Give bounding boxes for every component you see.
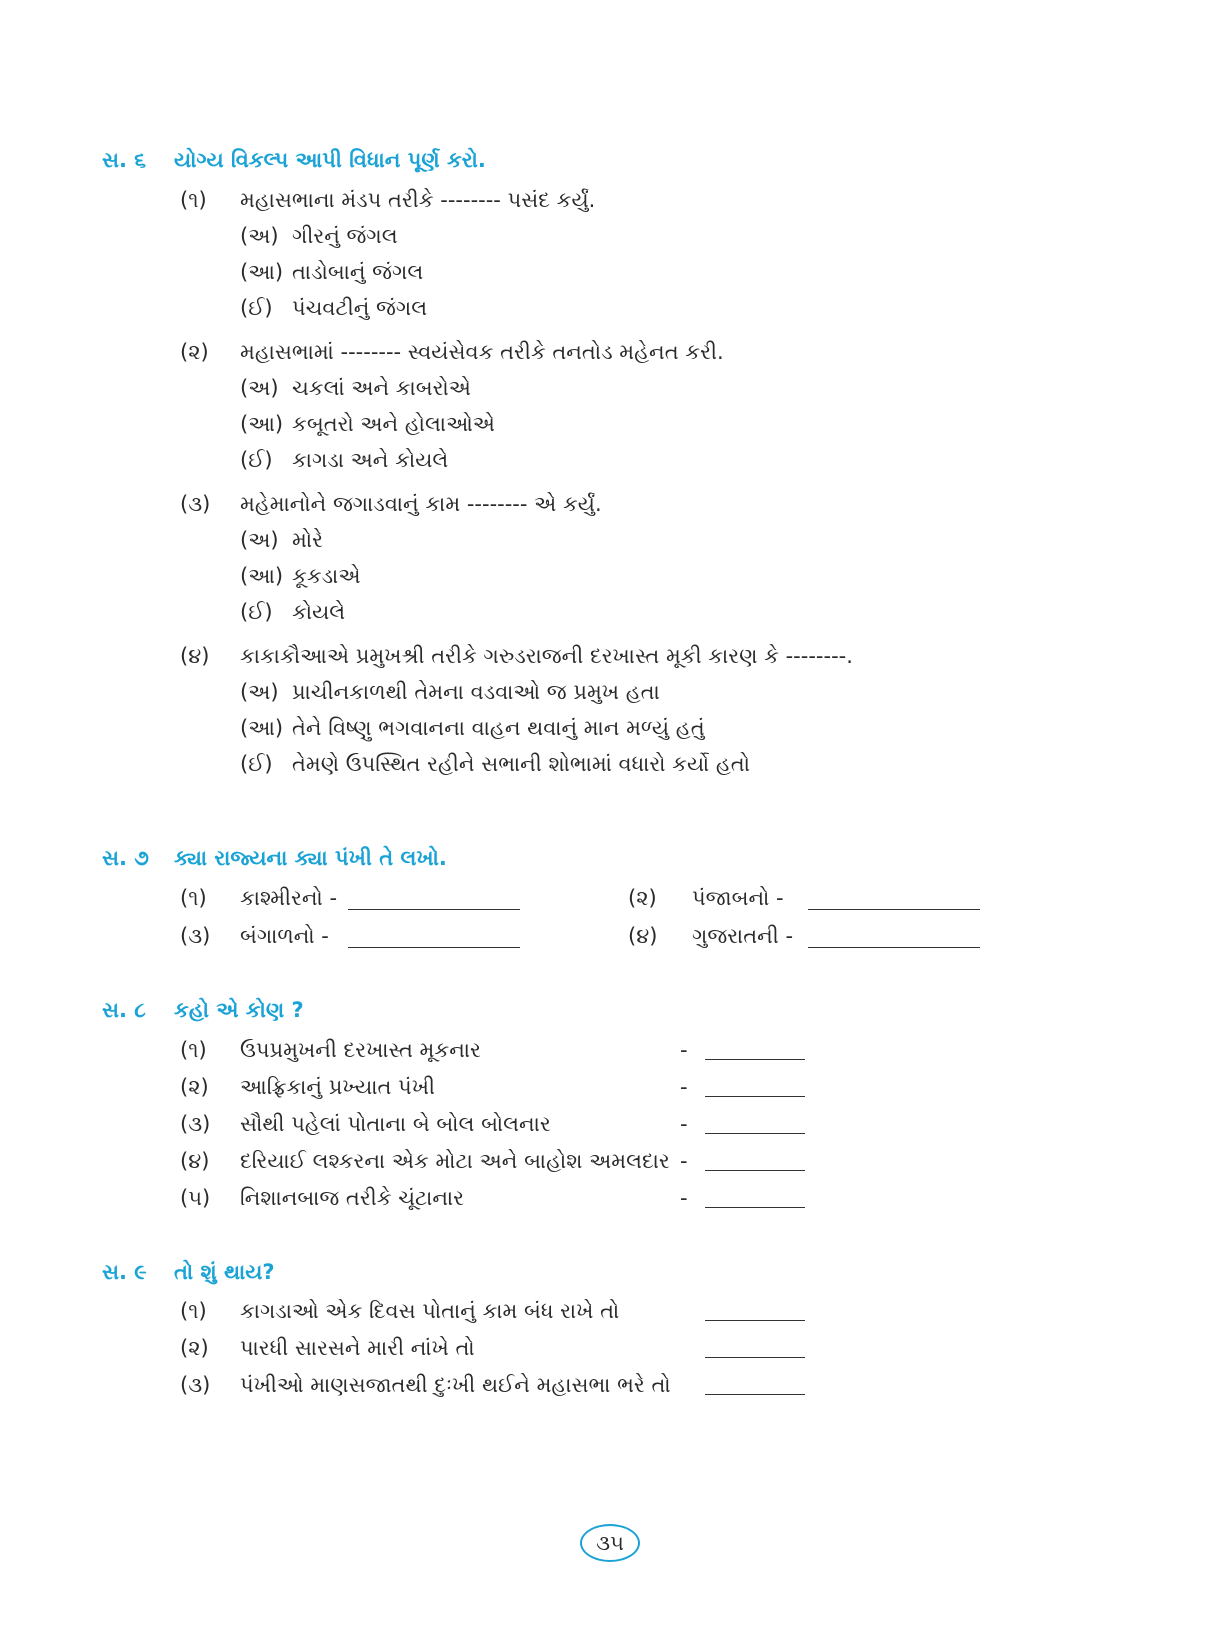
item-text: કાશ્મીરનો - xyxy=(240,886,338,910)
option[interactable] xyxy=(240,410,495,438)
option-text: કબૂતરો અને હોલાઓએ xyxy=(292,412,495,436)
option[interactable] xyxy=(240,562,360,590)
option-text: ગીરનું જંગલ xyxy=(292,224,398,248)
item-text: નિશાનબાજ તરીકે ચૂંટાનાર xyxy=(240,1186,465,1210)
option-text: કાગડા અને કોયલે xyxy=(292,448,449,472)
item-text: દરિયાઈ લશ્કરના એક મોટા અને બાહોશ અમલદાર xyxy=(240,1149,670,1173)
dash: - xyxy=(680,1149,688,1173)
question-item xyxy=(180,338,724,366)
answer-blank[interactable] xyxy=(705,1096,805,1097)
option-text: તાડોબાનું જંગલ xyxy=(292,260,424,284)
answer-blank[interactable] xyxy=(348,947,520,948)
option-label: (ઈ) xyxy=(240,600,273,624)
answer-blank[interactable] xyxy=(808,947,980,948)
item-number: (૪) xyxy=(180,1149,210,1173)
option[interactable] xyxy=(240,222,398,250)
question-title: કહો એ કોણ ? xyxy=(174,998,304,1022)
question-item xyxy=(180,922,329,950)
item-text: ગુજરાતની - xyxy=(692,924,794,948)
dash: - xyxy=(680,1075,688,1099)
option-text: કોયલે xyxy=(292,600,346,624)
question-item xyxy=(180,1147,670,1175)
question-item xyxy=(180,490,602,518)
question-item xyxy=(180,186,595,214)
item-text: બંગાળનો - xyxy=(240,924,329,948)
question-number: સ. ૭ xyxy=(102,846,149,870)
question-number: સ. ૮ xyxy=(102,998,146,1022)
page-number: ૩૫ xyxy=(580,1524,640,1562)
item-number: (૩) xyxy=(180,1112,211,1136)
option[interactable] xyxy=(240,526,323,554)
option[interactable] xyxy=(240,750,750,778)
item-text: પંજાબનો - xyxy=(692,886,784,910)
option-label: (ઈ) xyxy=(240,752,273,776)
dash: - xyxy=(680,1186,688,1210)
option-text: કૂકડાએ xyxy=(292,564,361,588)
item-text: કાગડાઓ એક દિવસ પોતાનું કામ બંધ રાખે તો xyxy=(240,1299,620,1323)
question-number: સ. ૯ xyxy=(102,1260,147,1284)
item-number: (૩) xyxy=(180,924,211,948)
question-number: સ. ૬ xyxy=(102,148,147,172)
question-7-heading xyxy=(102,846,447,871)
question-item xyxy=(180,1334,475,1362)
question-item xyxy=(180,1297,619,1325)
option-label: (અ) xyxy=(240,680,279,704)
question-item xyxy=(180,1110,551,1138)
option[interactable] xyxy=(240,294,427,322)
item-number: (૨) xyxy=(180,1075,209,1099)
answer-blank[interactable] xyxy=(705,1170,805,1171)
item-number: (૧) xyxy=(180,188,207,212)
option-text: પંચવટીનું જંગલ xyxy=(292,296,428,320)
answer-blank[interactable] xyxy=(705,1059,805,1060)
answer-blank[interactable] xyxy=(808,909,980,910)
item-text: સૌથી પહેલાં પોતાના બે બોલ બોલનાર xyxy=(240,1112,551,1136)
item-text: આફ્રિકાનું પ્રખ્યાત પંખી xyxy=(240,1075,435,1099)
option[interactable] xyxy=(240,374,471,402)
question-item xyxy=(180,1036,481,1064)
option-text: તેને વિષ્ણુ ભગવાનના વાહન થવાનું માન મળ્યું હતું xyxy=(292,716,705,740)
option-label: (ઈ) xyxy=(240,448,273,472)
option-label: (આ) xyxy=(240,260,284,284)
option-label: (આ) xyxy=(240,564,284,588)
question-9-heading xyxy=(102,1260,275,1285)
answer-blank[interactable] xyxy=(705,1207,805,1208)
answer-blank[interactable] xyxy=(705,1133,805,1134)
item-text: મહાસભામાં -------- સ્વયંસેવક તરીકે તનતોડ મહેનત કરી. xyxy=(240,340,724,364)
item-text: મહેમાનોને જગાડવાનું કામ -------- એ કર્યું. xyxy=(240,492,602,516)
item-number: (૧) xyxy=(180,886,207,910)
answer-blank[interactable] xyxy=(705,1394,805,1395)
option-label: (આ) xyxy=(240,412,284,436)
option-label: (અ) xyxy=(240,376,279,400)
item-number: (૧) xyxy=(180,1038,207,1062)
option-text: ચકલાં અને કાબરોએ xyxy=(292,376,471,400)
item-number: (૪) xyxy=(180,644,210,668)
option-text: તેમણે ઉપસ્થિત રહીને સભાની શોભામાં વધારો કર્યો હતો xyxy=(292,752,750,776)
option[interactable] xyxy=(240,598,345,626)
dash: - xyxy=(680,1112,688,1136)
option[interactable] xyxy=(240,714,705,742)
question-item xyxy=(180,642,853,670)
item-text: મહાસભાના મંડપ તરીકે -------- પસંદ કર્યું. xyxy=(240,188,596,212)
answer-blank[interactable] xyxy=(705,1320,805,1321)
item-text: પારધી સારસને મારી નાંખે તો xyxy=(240,1336,475,1360)
option-label: (અ) xyxy=(240,224,279,248)
question-item xyxy=(628,922,793,950)
option[interactable] xyxy=(240,446,448,474)
item-number: (૫) xyxy=(180,1186,211,1210)
item-text: પંખીઓ માણસજાતથી દુઃખી થઈને મહાસભા ભરે તો xyxy=(240,1373,671,1397)
answer-blank[interactable] xyxy=(348,909,520,910)
question-title: ક્યા રાજ્યના ક્યા પંખી તે લખો. xyxy=(174,846,447,870)
question-title: યોગ્ય વિકલ્પ આપી વિધાન પૂર્ણ કરો. xyxy=(174,148,486,172)
question-item xyxy=(180,884,337,912)
option-text: મોરે xyxy=(292,528,323,552)
option-label: (અ) xyxy=(240,528,279,552)
question-title: તો શું થાય? xyxy=(174,1260,275,1284)
option-label: (આ) xyxy=(240,716,284,740)
question-6-heading xyxy=(102,148,486,173)
item-number: (૩) xyxy=(180,492,211,516)
answer-blank[interactable] xyxy=(705,1357,805,1358)
item-number: (૩) xyxy=(180,1373,211,1397)
question-item xyxy=(180,1184,464,1212)
option-label: (ઈ) xyxy=(240,296,273,320)
item-number: (૨) xyxy=(628,886,657,910)
dash: - xyxy=(680,1038,688,1062)
item-number: (૪) xyxy=(628,924,658,948)
question-item xyxy=(180,1371,671,1399)
item-number: (૨) xyxy=(180,340,209,364)
item-text: ઉપપ્રમુખની દરખાસ્ત મૂકનાર xyxy=(240,1038,481,1062)
item-text: કાકાકૌઆએ પ્રમુખશ્રી તરીકે ગરુડરાજની દરખાસ્ત મૂકી કારણ કે --------. xyxy=(240,644,853,668)
option[interactable] xyxy=(240,258,423,286)
question-item xyxy=(628,884,784,912)
option-text: પ્રાચીનકાળથી તેમના વડવાઓ જ પ્રમુખ હતા xyxy=(292,680,660,704)
question-8-heading xyxy=(102,998,304,1023)
item-number: (૧) xyxy=(180,1299,207,1323)
question-item xyxy=(180,1073,435,1101)
item-number: (૨) xyxy=(180,1336,209,1360)
option[interactable] xyxy=(240,678,660,706)
